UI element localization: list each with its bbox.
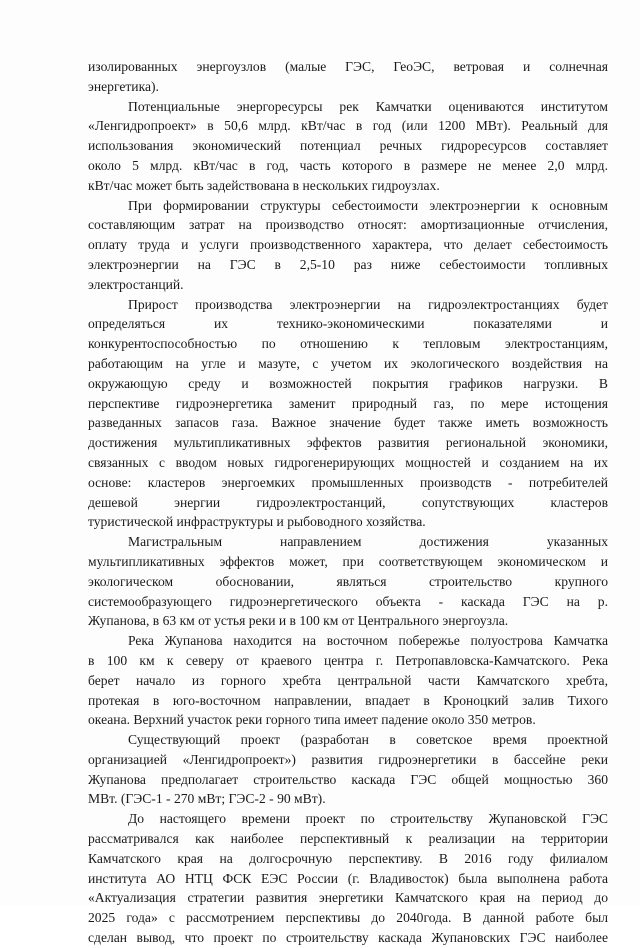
text-line: протекая в юго-восточном направлении, впадает в Кроноцкий залив Тихого xyxy=(88,692,608,708)
text-line: Магистральным направлением достижения указанных xyxy=(128,534,608,550)
text-line: использования экономический потенциал речных гидроресурсов составляет xyxy=(88,138,608,154)
text-line: составляющим затрат на производство относят: амортизационные отчисления, xyxy=(88,217,608,233)
paragraph xyxy=(88,809,608,948)
text-line: около 5 млрд. кВт/час в год, часть которого в размере не менее 2,0 млрд. xyxy=(88,157,608,173)
text-line: Прирост производства электроэнергии на гидроэлектростанциях будет xyxy=(128,296,608,312)
text-line: До настоящего времени проект по строительству Жупановской ГЭС xyxy=(128,811,608,827)
text-line: системообразующего гидроэнергетического объекта - каскада ГЭС на р. xyxy=(88,593,608,609)
text-line: электростанций. xyxy=(88,276,184,292)
paragraph xyxy=(88,57,608,97)
text-line: рассматривался как наиболее перспективный к реализации на территории xyxy=(88,831,608,847)
text-line: Река Жупанова находится на восточном побережье полуострова Камчатка xyxy=(128,633,608,649)
text-line: мультипликативных эффектов может, при соответствующем экономическом и xyxy=(88,553,608,569)
text-line: Потенциальные энергоресурсы рек Камчатки оцениваются институтом xyxy=(128,98,608,114)
text-line: туристической инфраструктуры и рыбоводного хозяйства. xyxy=(88,514,426,530)
paragraph xyxy=(88,97,608,196)
text-line: организацией «Ленгидропроект») развития гидроэнергетики в бассейне реки xyxy=(88,751,608,767)
text-line: окружающую среду и возможностей покрытия графиков нагрузки. В xyxy=(88,375,608,391)
text-line: Существующий проект (разработан в советское время проектной xyxy=(128,732,608,748)
paragraph xyxy=(88,295,608,533)
text-line: института АО НТЦ ФСК ЕЭС России (г. Владивосток) была выполнена работа xyxy=(88,870,608,886)
text-line: берет начало из горного хребта центральной части Камчатского хребта, xyxy=(88,672,608,688)
text-line: МВт. (ГЭС-1 - 270 мВт; ГЭС-2 - 90 мВт). xyxy=(88,791,326,807)
text-line: перспективе гидроэнергетика заменит природный газ, по мере истощения xyxy=(88,395,608,411)
paragraph xyxy=(88,631,608,730)
text-line: дешевой энергии гидроэлектростанций, сопутствующих кластеров xyxy=(88,494,608,510)
text-line: электроэнергии на ГЭС в 2,5-10 раз ниже себестоимости топливных xyxy=(88,256,608,272)
paragraph xyxy=(88,196,608,295)
text-line: основе: кластеров энергоемких промышленных производств - потребителей xyxy=(88,474,608,490)
document-body xyxy=(88,57,608,948)
text-line: определяться их технико-экономическими показателями и xyxy=(88,316,608,332)
text-line: разведанных запасов газа. Важное значение будет также иметь возможность xyxy=(88,415,608,431)
text-line: изолированных энергоузлов (малые ГЭС, ГеоЭС, ветровая и солнечная xyxy=(88,59,608,74)
text-line: конкурентоспособностью по отношению к тепловым электростанциям, xyxy=(88,336,608,352)
text-line: «Ленгидропроект» в 50,6 млрд. кВт/час в год (или 1200 МВт). Реальный для xyxy=(88,118,608,134)
paragraph xyxy=(88,730,608,809)
paragraph xyxy=(88,532,608,631)
text-line: экологическом обосновании, являться строительство крупного xyxy=(88,573,608,589)
text-line: Жупанова, в 63 км от устья реки и в 100 км от Центрального энергоузла. xyxy=(88,613,509,629)
text-line: связанных с вводом новых гидрогенерирующих мощностей и созданием на их xyxy=(88,454,608,470)
text-line: достижения мультипликативных эффектов развития региональной экономики, xyxy=(88,435,608,451)
text-line: Жупанова предполагает строительство каскада ГЭС общей мощностью 360 xyxy=(88,771,608,787)
text-line: «Актуализация стратегии развития энергетики Камчатского края на период до xyxy=(88,890,608,906)
text-line: океана. Верхний участок реки горного типа имеет падение около 350 метров. xyxy=(88,712,536,728)
text-line: сделан вывод, что проект по строительству каскада Жупановских ГЭС наиболее xyxy=(88,930,608,946)
text-line: энергетика). xyxy=(88,78,159,94)
text-line: в 100 км к северу от краевого центра г. Петропавловска-Камчатского. Река xyxy=(88,652,608,668)
text-line: оплату труда и услуги производственного характера, что делает себестоимость xyxy=(88,237,608,253)
text-line: Камчатского края на долгосрочную перспективу. В 2016 году филиалом xyxy=(88,850,608,866)
text-line: При формировании структуры себестоимости электроэнергии к основным xyxy=(128,197,608,213)
text-line: кВт/час может быть задействована в нескольких гидроузлах. xyxy=(88,177,440,193)
text-line: работающим на угле и мазуте, с учетом их экологического воздействия на xyxy=(88,355,608,371)
text-line: 2025 года» с рассмотрением перспективы до 2040года. В данной работе был xyxy=(88,910,608,926)
